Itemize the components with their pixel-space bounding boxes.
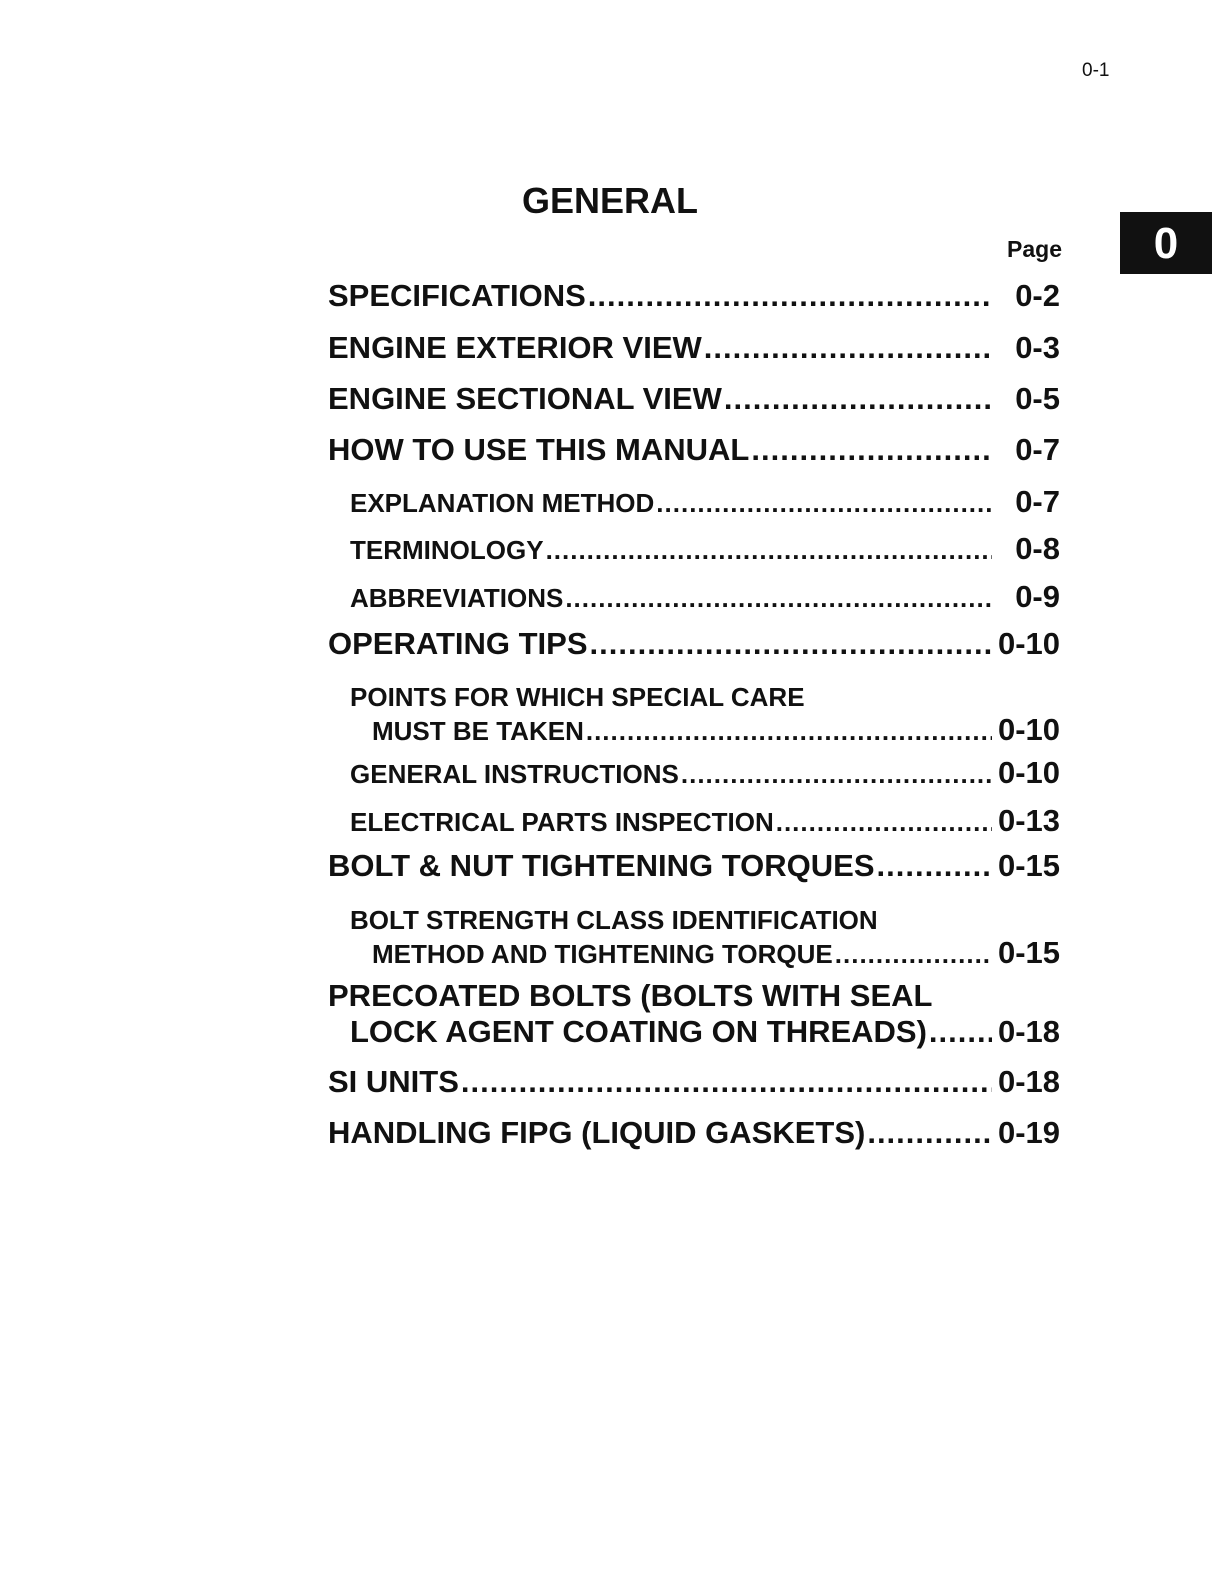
toc-entry-engine-sectional-view[interactable] [328,381,1060,425]
toc-entry-page: 0-18 [997,1064,1060,1099]
dot-leader [704,330,992,366]
toc-entry-label: HOW TO USE THIS MANUAL [328,432,750,467]
toc-entry-label-line1: POINTS FOR WHICH SPECIAL CARE [350,682,805,712]
toc-entry-bolt-strength-class[interactable] [328,905,1060,971]
toc-entry-page: 0-3 [1015,330,1060,365]
toc-entry-operating-tips[interactable] [328,626,1060,670]
page-title: GENERAL [521,180,698,221]
toc-entry-engine-exterior-view[interactable] [328,330,1060,374]
toc-entry-label-line1: BOLT STRENGTH CLASS IDENTIFICATION [350,905,878,935]
dot-leader [867,1115,992,1151]
dot-leader [656,488,992,519]
dot-leader [751,432,992,468]
dot-leader [565,583,992,614]
toc-entry-label: METHOD AND TIGHTENING TORQUE [372,939,833,969]
toc-entry-label: OPERATING TIPS [328,626,588,661]
toc-entry-si-units[interactable] [328,1064,1060,1108]
toc-entry-label: ENGINE EXTERIOR VIEW [328,330,702,365]
dot-leader [586,716,992,747]
toc-entry-label: ELECTRICAL PARTS INSPECTION [350,807,774,837]
toc-entry-page: 0-7 [1015,432,1060,467]
toc-entry-page: 0-9 [1015,579,1060,614]
toc-entry-page: 0-10 [997,626,1060,661]
toc-entry-page: 0-18 [997,1014,1060,1049]
toc-entry-page: 0-10 [997,712,1060,747]
dot-leader [590,626,992,662]
toc-entry-label: ABBREVIATIONS [350,583,564,613]
dot-leader [776,807,992,838]
toc-entry-points-for-special-care[interactable] [328,682,1060,748]
toc-entry-terminology[interactable] [328,531,1060,567]
toc-entry-label-line1: PRECOATED BOLTS (BOLTS WITH SEAL [328,978,933,1013]
toc-entry-page: 0-5 [1015,381,1060,416]
toc-entry-page: 0-15 [997,935,1060,970]
toc-entry-label: EXPLANATION METHOD [350,488,655,518]
toc-entry-page: 0-15 [997,848,1060,883]
toc-entry-page: 0-2 [1015,278,1060,313]
toc-entry-precoated-bolts[interactable] [328,978,1060,1058]
toc-entry-how-to-use-this-manual[interactable] [328,432,1060,476]
dot-leader [588,278,992,314]
dot-leader [546,535,992,566]
toc-entry-bolt-nut-tightening-torques[interactable] [328,848,1060,892]
toc-entry-page: 0-8 [1015,531,1060,566]
toc-entry-page: 0-7 [1015,484,1060,519]
toc-entry-electrical-parts-inspection[interactable] [328,803,1060,839]
toc-entry-page: 0-10 [997,755,1060,790]
dot-leader [877,848,992,884]
page-column-header: Page [1007,236,1062,262]
toc-entry-page: 0-19 [997,1115,1060,1150]
dot-leader [724,381,992,417]
dot-leader [681,759,992,790]
toc-entry-label: ENGINE SECTIONAL VIEW [328,381,722,416]
toc-entry-label: LOCK AGENT COATING ON THREADS) [350,1014,927,1049]
toc-entry-abbreviations[interactable] [328,579,1060,615]
toc-entry-specifications[interactable] [328,278,1060,322]
page-number: 0-1 [1082,60,1110,81]
toc-entry-label: SI UNITS [328,1064,459,1099]
toc-entry-general-instructions[interactable] [328,755,1060,791]
toc-entry-label: SPECIFICATIONS [328,278,586,313]
dot-leader [461,1064,992,1100]
toc-entry-label: MUST BE TAKEN [372,716,584,746]
dot-leader [835,939,992,970]
toc-entry-explanation-method[interactable] [328,484,1060,520]
toc-entry-label: HANDLING FIPG (LIQUID GASKETS) [328,1115,866,1150]
toc-entry-page: 0-13 [997,803,1060,838]
toc-entry-label: TERMINOLOGY [350,535,544,565]
toc-entry-label: GENERAL INSTRUCTIONS [350,759,679,789]
toc-entry-label: BOLT & NUT TIGHTENING TORQUES [328,848,875,883]
toc-entry-handling-fipg[interactable] [328,1115,1060,1159]
dot-leader [929,1014,992,1050]
chapter-tab: 0 [1120,212,1212,274]
